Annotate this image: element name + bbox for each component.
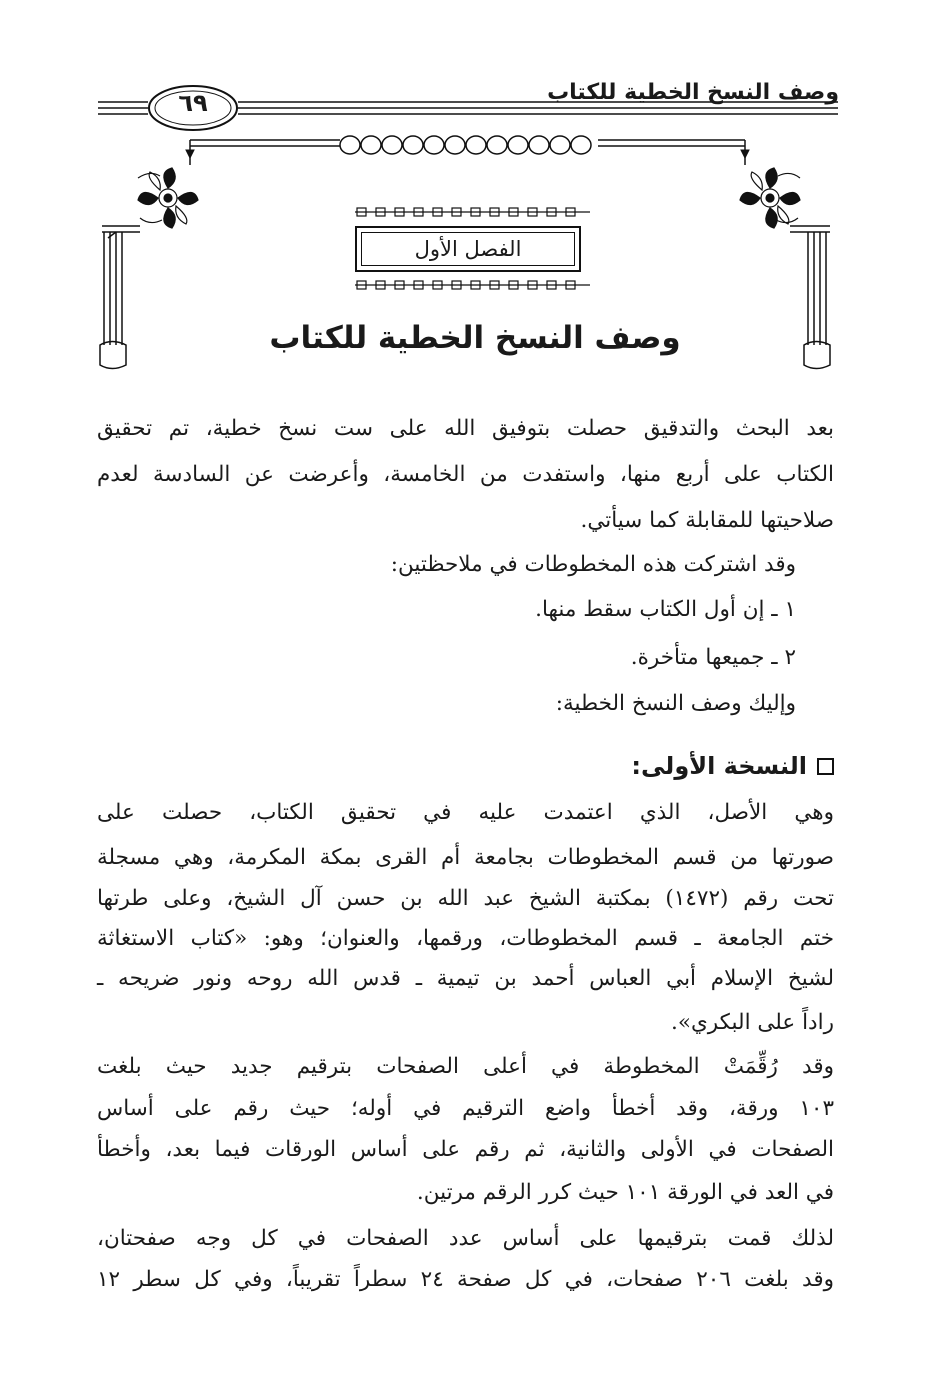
page-number: ٦٩ (178, 89, 208, 117)
left-floral-ornament (138, 168, 198, 228)
chapter-chain-top (355, 208, 590, 216)
body-line: لشيخ الإسلام أبي العباس أحمد بن تيمية ـ قدس الله روحه ونور ضريحه ـ (97, 966, 834, 991)
body-line: صورتها من قسم المخطوطات بجامعة أم القرى بمكة المكرمة، وهي مسجلة (97, 845, 834, 870)
chapter-heading: وصف النسخ الخطية للكتاب (269, 320, 681, 356)
chapter-chain-bottom (355, 281, 590, 289)
note-item: ٢ ـ جميعها متأخرة. (630, 645, 796, 670)
left-pillar (100, 226, 140, 369)
body-line: ١٠٣ ورقة، وقد أخطأ واضع الترقيم في أوله؛ حيث رقم على أساس (97, 1096, 834, 1121)
chapter-label-box (355, 226, 581, 272)
section-heading-text: النسخة الأولى: (631, 752, 807, 780)
right-floral-ornament (740, 168, 800, 228)
notes-intro: وقد اشتركت هذه المخطوطات في ملاحظتين: (390, 552, 796, 577)
body-line: راداً على البكري». (670, 1010, 834, 1035)
intro-closing: وإليك وصف النسخ الخطية: (555, 691, 796, 716)
note-item: ١ ـ إن أول الكتاب سقط منها. (535, 597, 796, 622)
intro-line: صلاحيتها للمقابلة كما سيأتي. (580, 508, 834, 533)
body-line: وهي الأصل، الذي اعتمدت عليه في تحقيق الكتاب، حصلت على (97, 800, 834, 825)
chain-ornament (340, 136, 591, 154)
running-title: وصف النسخ الخطية للكتاب (547, 80, 839, 105)
body-line: الصفحات في الأولى والثانية، ثم رقم على أساس الورقات فيما بعد، وأخطأ (97, 1137, 834, 1162)
section-heading (631, 752, 834, 780)
body-line: وقد بلغت ٢٠٦ صفحات، في كل صفحة ٢٤ سطراً تقريباً، وفي كل سطر ١٢ (97, 1267, 835, 1292)
square-bullet-icon (817, 758, 834, 775)
body-line: تحت رقم (١٤٧٢) بمكتبة الشيخ عبد الله بن حسن آل الشيخ، وعلى طرتها (97, 886, 834, 911)
body-line: ختم الجامعة ـ قسم المخطوطات، ورقمها، والعنوان؛ وهو: «كتاب الاستغاثة (97, 926, 834, 951)
right-pillar (790, 226, 830, 369)
body-line: في العد في الورقة ١٠١ حيث كرر الرقم مرتين. (416, 1180, 834, 1205)
body-line: وقد رُقِّمَتْ المخطوطة في أعلى الصفحات بترقيم جديد حيث بلغت (97, 1054, 834, 1079)
intro-line: الكتاب على أربع منها، واستفدت من الخامسة، وأعرضت عن السادسة لعدم (97, 462, 834, 487)
body-line: لذلك قمت بترقيمها على أساس عدد الصفحات في كل وجه صفحتان، (97, 1226, 834, 1251)
intro-line: بعد البحث والتدقيق حصلت بتوفيق الله على ست نسخ خطية، تم تحقيق (97, 416, 834, 441)
chapter-label: الفصل الأول (414, 237, 522, 261)
